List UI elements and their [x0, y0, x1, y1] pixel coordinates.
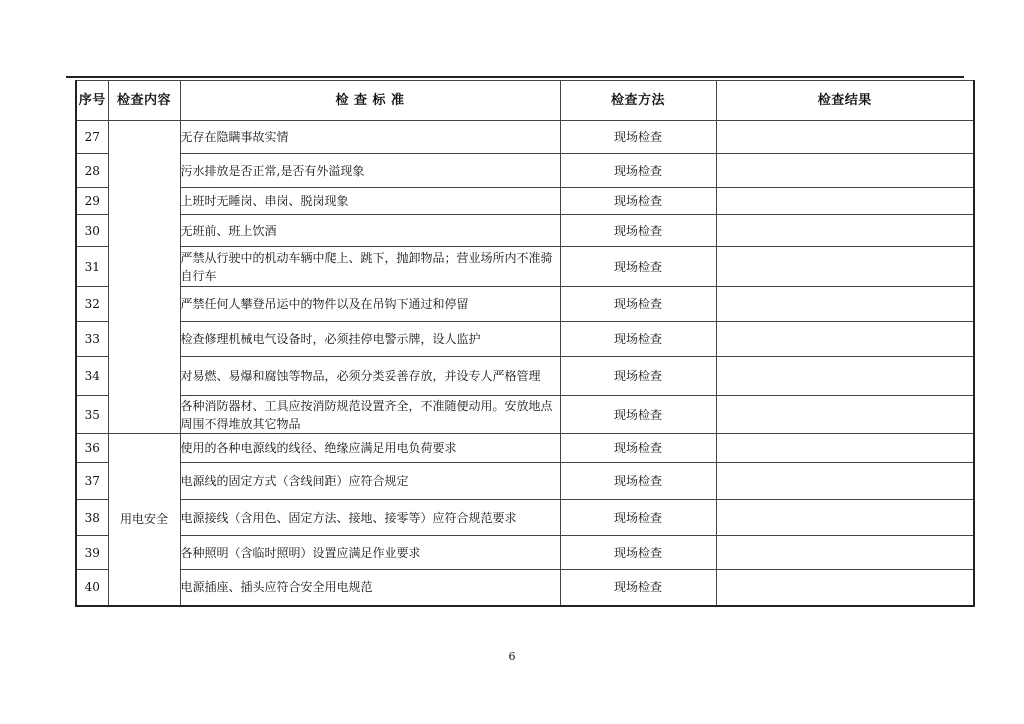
header-content: 检查内容 — [108, 81, 180, 121]
row-method: 现场检查 — [560, 434, 716, 463]
inspection-table — [75, 80, 975, 607]
row-method: 现场检查 — [560, 247, 716, 287]
row-seq: 30 — [76, 215, 108, 247]
row-standard: 各种消防器材、工具应按消防规范设置齐全，不准随便动用。安放地点周围不得堆放其它物品 — [180, 396, 560, 434]
row-seq: 36 — [76, 434, 108, 463]
table-header-row — [76, 81, 974, 121]
table-row — [76, 396, 974, 434]
row-standard: 无存在隐瞒事故实情 — [180, 121, 560, 154]
row-seq: 39 — [76, 536, 108, 570]
row-standard: 对易燃、易爆和腐蚀等物品，必须分类妥善存放，并设专人严格管理 — [180, 357, 560, 396]
row-method: 现场检查 — [560, 121, 716, 154]
row-seq: 37 — [76, 463, 108, 500]
table-row — [76, 188, 974, 215]
row-standard: 电源接线（含用色、固定方法、接地、接零等）应符合规范要求 — [180, 500, 560, 536]
row-result[interactable] — [716, 570, 974, 606]
row-method: 现场检查 — [560, 322, 716, 357]
row-result[interactable] — [716, 215, 974, 247]
row-result[interactable] — [716, 463, 974, 500]
row-standard: 检查修理机械电气设备时，必须挂停电警示牌，设人监护 — [180, 322, 560, 357]
row-standard: 上班时无睡岗、串岗、脱岗现象 — [180, 188, 560, 215]
row-standard: 电源插座、插头应符合安全用电规范 — [180, 570, 560, 606]
row-result[interactable] — [716, 188, 974, 215]
row-method: 现场检查 — [560, 500, 716, 536]
header-result: 检查结果 — [716, 81, 974, 121]
table-row — [76, 154, 974, 188]
row-result[interactable] — [716, 247, 974, 287]
row-result[interactable] — [716, 287, 974, 322]
table-row — [76, 536, 974, 570]
category-cell — [108, 121, 180, 434]
row-seq: 28 — [76, 154, 108, 188]
row-method: 现场检查 — [560, 215, 716, 247]
row-result[interactable] — [716, 322, 974, 357]
row-result[interactable] — [716, 121, 974, 154]
table-row — [76, 247, 974, 287]
row-result[interactable] — [716, 536, 974, 570]
table-row — [76, 287, 974, 322]
row-seq: 35 — [76, 396, 108, 434]
row-standard: 各种照明（含临时照明）设置应满足作业要求 — [180, 536, 560, 570]
table-row — [76, 500, 974, 536]
header-method: 检查方法 — [560, 81, 716, 121]
category-cell-electrical-safety: 用电安全 — [108, 434, 180, 606]
row-standard: 无班前、班上饮酒 — [180, 215, 560, 247]
row-method: 现场检查 — [560, 154, 716, 188]
row-result[interactable] — [716, 434, 974, 463]
row-result[interactable] — [716, 357, 974, 396]
row-result[interactable] — [716, 500, 974, 536]
table-row — [76, 322, 974, 357]
row-standard: 污水排放是否正常,是否有外溢现象 — [180, 154, 560, 188]
row-standard: 使用的各种电源线的线径、绝缘应满足用电负荷要求 — [180, 434, 560, 463]
row-standard: 严禁任何人攀登吊运中的物件以及在吊钩下通过和停留 — [180, 287, 560, 322]
header-standard: 检 查 标 准 — [180, 81, 560, 121]
row-method: 现场检查 — [560, 536, 716, 570]
row-method: 现场检查 — [560, 188, 716, 215]
table-row — [76, 121, 974, 154]
row-seq: 32 — [76, 287, 108, 322]
header-seq: 序号 — [76, 81, 108, 121]
row-seq: 38 — [76, 500, 108, 536]
row-method: 现场检查 — [560, 357, 716, 396]
table-row — [76, 434, 974, 463]
row-seq: 27 — [76, 121, 108, 154]
row-result[interactable] — [716, 396, 974, 434]
table-row — [76, 215, 974, 247]
row-standard: 电源线的固定方式（含线间距）应符合规定 — [180, 463, 560, 500]
row-method: 现场检查 — [560, 287, 716, 322]
row-method: 现场检查 — [560, 396, 716, 434]
row-method: 现场检查 — [560, 463, 716, 500]
row-result[interactable] — [716, 154, 974, 188]
table-row — [76, 463, 974, 500]
page-number: 6 — [508, 650, 516, 663]
row-method: 现场检查 — [560, 570, 716, 606]
header-rule — [66, 76, 964, 78]
row-seq: 40 — [76, 570, 108, 606]
row-seq: 31 — [76, 247, 108, 287]
row-standard: 严禁从行驶中的机动车辆中爬上、跳下，抛卸物品；营业场所内不准骑自行车 — [180, 247, 560, 287]
row-seq: 33 — [76, 322, 108, 357]
table-row — [76, 570, 974, 606]
row-seq: 34 — [76, 357, 108, 396]
table-row — [76, 357, 974, 396]
row-seq: 29 — [76, 188, 108, 215]
